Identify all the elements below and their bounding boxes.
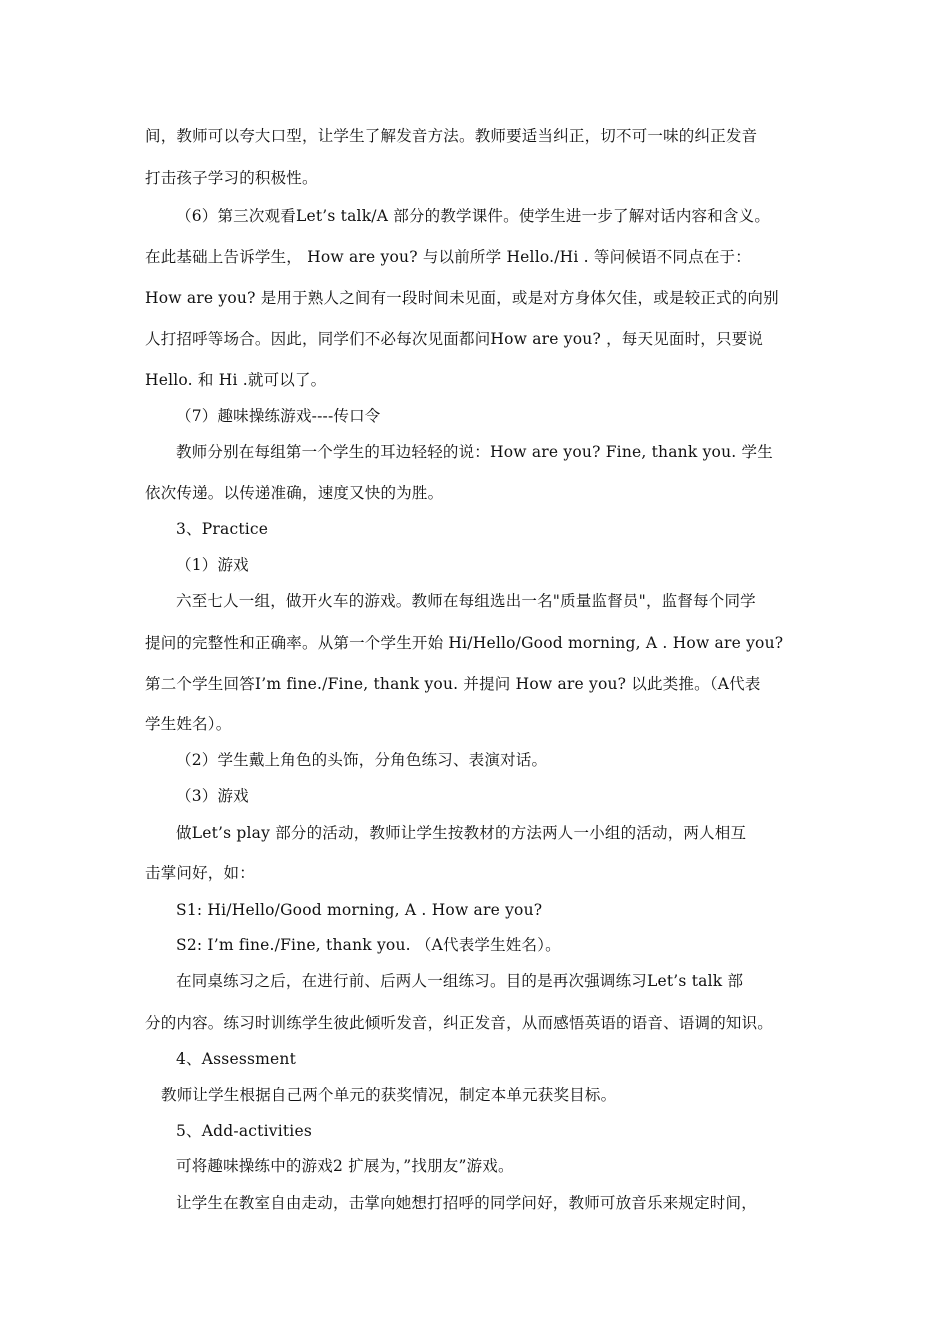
section-heading: 3、Practice — [176, 520, 269, 538]
text-line: 间，教师可以夸大口型，让学生了解发音方法。教师要适当纠正，切不可一味的纠正发音 — [145, 127, 758, 145]
section-heading: （1）游戏 — [176, 556, 249, 574]
text-line: （2）学生戴上角色的头饰，分角色练习、表演对话。 — [176, 751, 548, 769]
text-line: 在同桌练习之后，在进行前、后两人一组练习。目的是再次强调练习Let’s talk 部 — [176, 972, 744, 990]
dialogue-line: S1: Hi/Hello/Good morning, A . How are you? — [176, 901, 543, 919]
text-line: 做Let’s play 部分的活动，教师让学生按教材的方法两人一小组的活动，两人相互 — [176, 824, 747, 842]
text-line: Hello. 和 Hi .就可以了。 — [145, 371, 327, 389]
dialogue-line: S2: I’m fine./Fine, thank you. （A代表学生姓名）。 — [176, 936, 561, 954]
text-line: 可将趣味操练中的游戏2 扩展为，”找朋友”游戏。 — [176, 1157, 514, 1175]
section-heading: （7）趣味操练游戏----传口令 — [176, 407, 381, 425]
section-heading: 4、Assessment — [176, 1050, 297, 1068]
text-line: 打击孩子学习的积极性。 — [145, 169, 318, 187]
section-heading: 5、Add-activities — [176, 1122, 312, 1140]
section-heading: （3）游戏 — [176, 787, 249, 805]
text-line: 教师让学生根据自己两个单元的获奖情况，制定本单元获奖目标。 — [161, 1086, 617, 1104]
text-line: 教师分别在每组第一个学生的耳边轻轻的说：How are you? Fine, thank you. 学生 — [176, 443, 773, 461]
text-line: 六至七人一组，做开火车的游戏。教师在每组选出一名"质量监督员"，监督每个同学 — [176, 592, 756, 610]
text-line: 分的内容。练习时训练学生彼此倾听发音，纠正发音，从而感悟英语的语音、语调的知识。 — [145, 1014, 774, 1032]
text-line: How are you? 是用于熟人之间有一段时间未见面，或是对方身体欠佳，或是较正式的向别 — [145, 289, 779, 307]
text-line: 人打招呼等场合。因此，同学们不必每次见面都问How are you? ，每天见面时，只要说 — [145, 330, 764, 348]
text-line: （6）第三次观看Let’s talk/A 部分的教学课件。使学生进一步了解对话内容和含义。 — [176, 207, 771, 225]
text-line: 让学生在教室自由走动，击掌向她想打招呼的同学问好，教师可放音乐来规定时间， — [176, 1194, 757, 1212]
text-line: 提问的完整性和正确率。从第一个学生开始 Hi/Hello/Good morning, A . How are you? — [145, 634, 784, 652]
text-line: 第二个学生回答I’m fine./Fine, thank you. 并提问 How are you? 以此类推。（A代表 — [145, 675, 761, 693]
text-line: 在此基础上告诉学生， How are you? 与以前所学 Hello./Hi . 等问候语不同点在于： — [145, 248, 751, 266]
text-line: 依次传递。以传递准确，速度又快的为胜。 — [145, 484, 444, 502]
text-line: 学生姓名）。 — [145, 715, 232, 733]
text-line: 击掌问好，如： — [145, 864, 255, 882]
